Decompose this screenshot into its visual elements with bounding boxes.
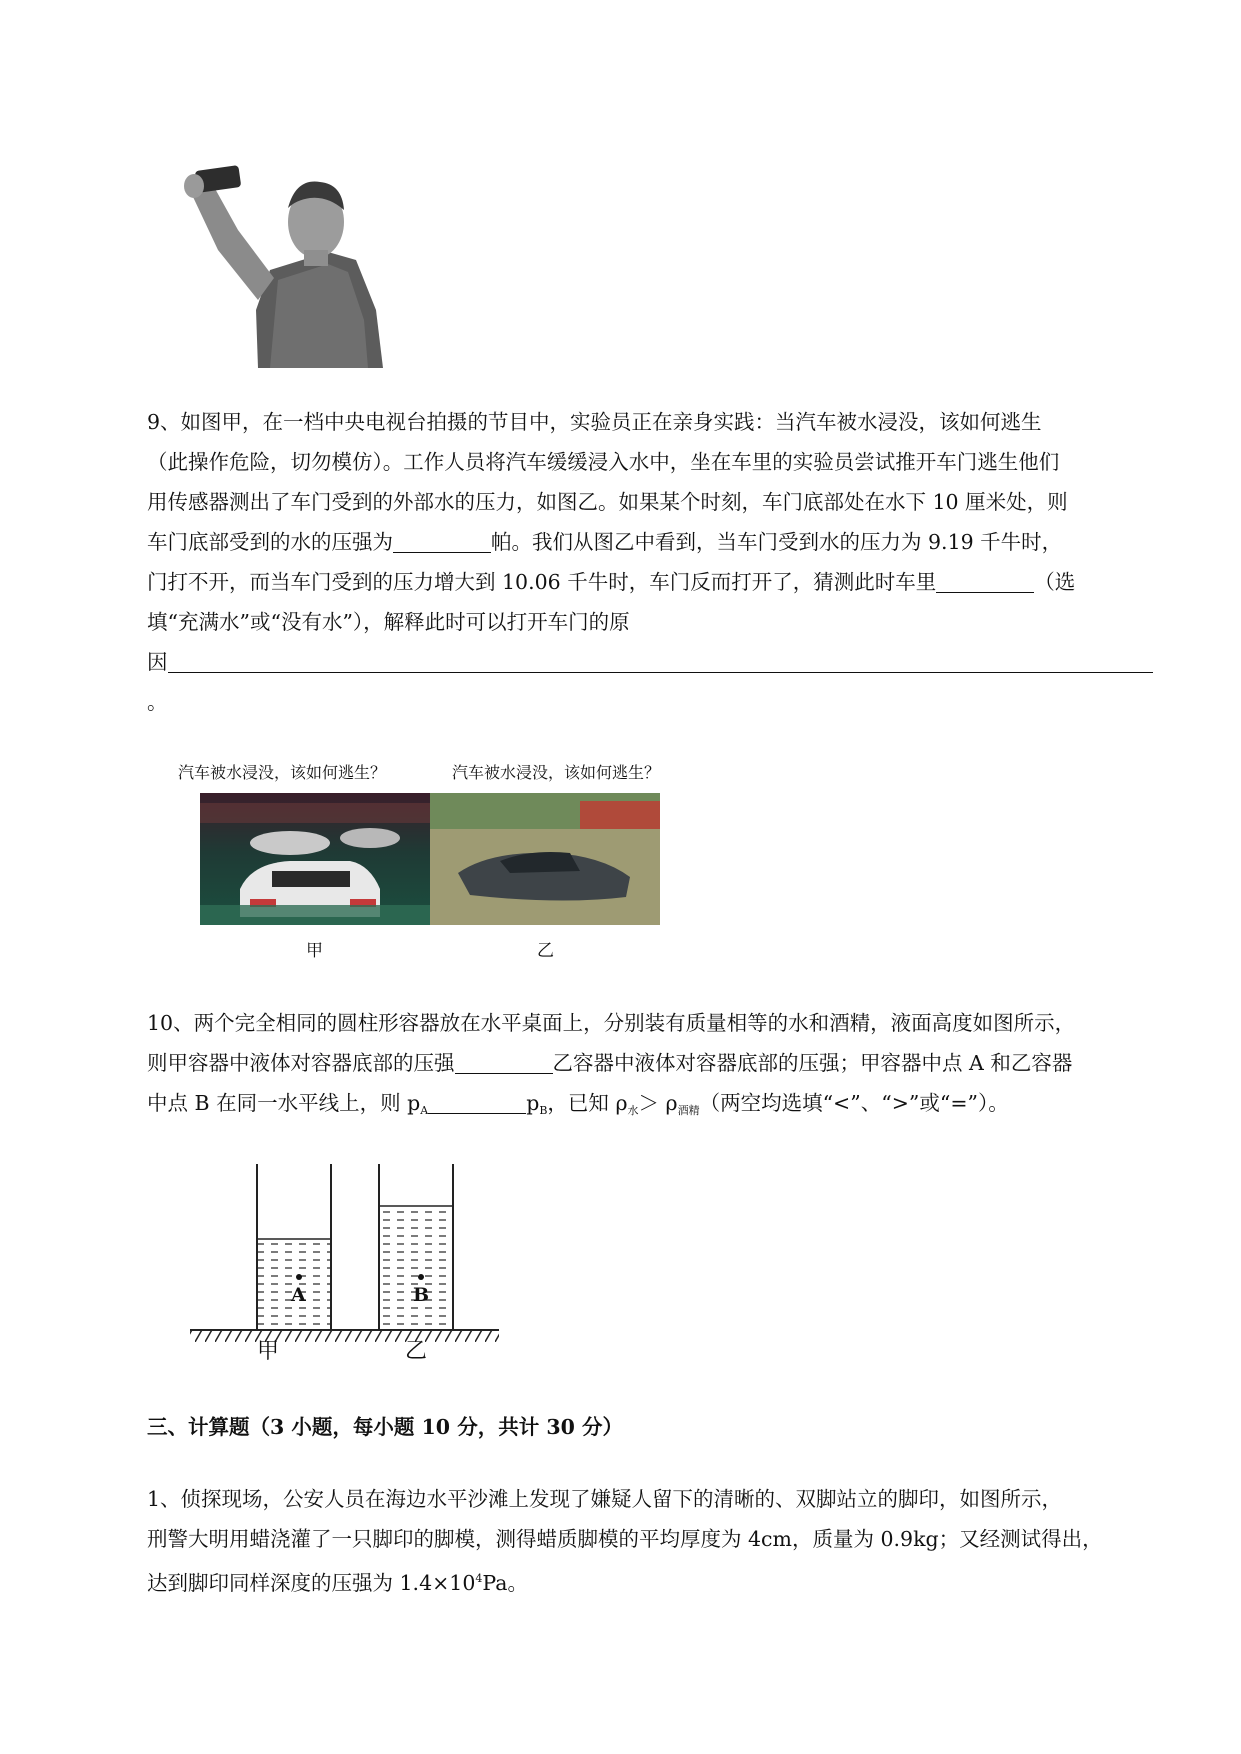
answer-blank-pa-pb[interactable] [428,1087,526,1114]
fig-caption-right: 汽车被水浸没，该如何逃生？ [452,763,661,782]
calc1-line-2: 刑警大明用蜡浇灌了一只脚印的脚模，测得蜡质脚模的平均厚度为 4cm，质量为 0.9kg；又经测试得出， [147,1527,1103,1551]
container-jia-label: 甲 [257,1339,280,1360]
q10-line-2-start: 则甲容器中液体对容器底部的压强 [147,1051,455,1075]
exponent: 4 [475,1572,483,1585]
calc-question-1 [147,1479,1157,1603]
q9-line-5 [147,562,1157,602]
q9-line-1: 9、如图甲，在一档中央电视台拍摄的节目中，实验员正在亲身实践：当汽车被水浸没，该如何逃生 [147,410,1042,434]
q9-line-6: 填“充满水”或“没有水”），解释此时可以打开车门的原 [147,610,630,634]
man-with-phone-photo [178,160,388,368]
q9-line-7-start: 因 [147,650,168,674]
containers-diagram [185,1160,505,1360]
q9-line-2: （此操作危险，切勿模仿）。工作人员将汽车缓缓浸入水中，坐在车里的实验员尝试推开车门逃生他们 [147,450,1060,474]
container-yi-label: 乙 [405,1339,428,1360]
subscript-a: A [420,1104,429,1117]
flooded-car-photo-jia [200,793,430,925]
q9-line-3: 用传感器测出了车门受到的外部水的压力，如图乙。如果某个时刻，车门底部处在水下 10 厘米处，则 [147,490,1068,514]
q9-line-4-start: 车门底部受到的水的压强为 [147,530,393,554]
q9-line-7 [147,642,1157,682]
p-letter: p [526,1091,540,1115]
question-10 [147,1003,1157,1131]
q10-line-3 [147,1083,1157,1131]
q9-line-4 [147,522,1157,562]
q9-line-8: 。 [147,690,168,714]
calc1-line-3 [147,1559,1157,1603]
calc1-line-1: 1、侦探现场，公安人员在海边水平沙滩上发现了嫌疑人留下的清晰的、双脚站立的脚印，如图所示， [147,1487,1063,1511]
q10-line-3-start: 中点 B 在同一水平线上，则 p [147,1091,421,1115]
flooded-car-photo-yi [430,793,660,925]
answer-blank-pressure[interactable] [393,526,491,553]
answer-blank-car-state[interactable] [936,566,1034,593]
fig-label-yi: 乙 [537,941,554,961]
point-b-label: B [413,1284,430,1306]
q9-line-5-start: 门打不开，而当车门受到的压力增大到 10.06 千牛时，车门反而打开了，猜测此时车里 [147,570,937,594]
subscript-alcohol: 酒精 [677,1104,700,1117]
q10-line-3-end: （两空均选填“<”、“>”或“=”）。 [699,1091,1009,1115]
q10-line-2 [147,1043,1157,1083]
q9-line-4-end: 帕。我们从图乙中看到，当车门受到水的压力为 9.19 千牛时， [491,530,1063,554]
fig-caption-left: 汽车被水浸没，该如何逃生？ [178,763,387,782]
q10-line-1: 10、两个完全相同的圆柱形容器放在水平桌面上，分别装有质量相等的水和酒精，液面高度如图所示， [147,1011,1076,1035]
q10-line-3-mid: ，已知 ρ [547,1091,628,1115]
subscript-b: B [539,1104,548,1117]
calc1-line-3-start: 达到脚印同样深度的压强为 1.4×10 [147,1571,476,1595]
calc1-line-3-end: Pa。 [482,1571,528,1595]
question-9 [147,402,1157,722]
fig-label-jia: 甲 [306,941,323,961]
q10-line-2-end: 乙容器中液体对容器底部的压强；甲容器中点 A 和乙容器 [552,1051,1073,1075]
answer-blank-bottom-pressure[interactable] [455,1047,553,1074]
answer-blank-reason[interactable] [168,646,1153,673]
point-a-label: A [291,1284,306,1306]
subscript-water: 水 [627,1104,639,1117]
q9-line-5-end: （选 [1034,570,1076,594]
section-3-heading: 三、计算题（3 小题，每小题 10 分，共计 30 分） [147,1415,624,1439]
greater-than-rho: ＞ ρ [638,1091,678,1115]
